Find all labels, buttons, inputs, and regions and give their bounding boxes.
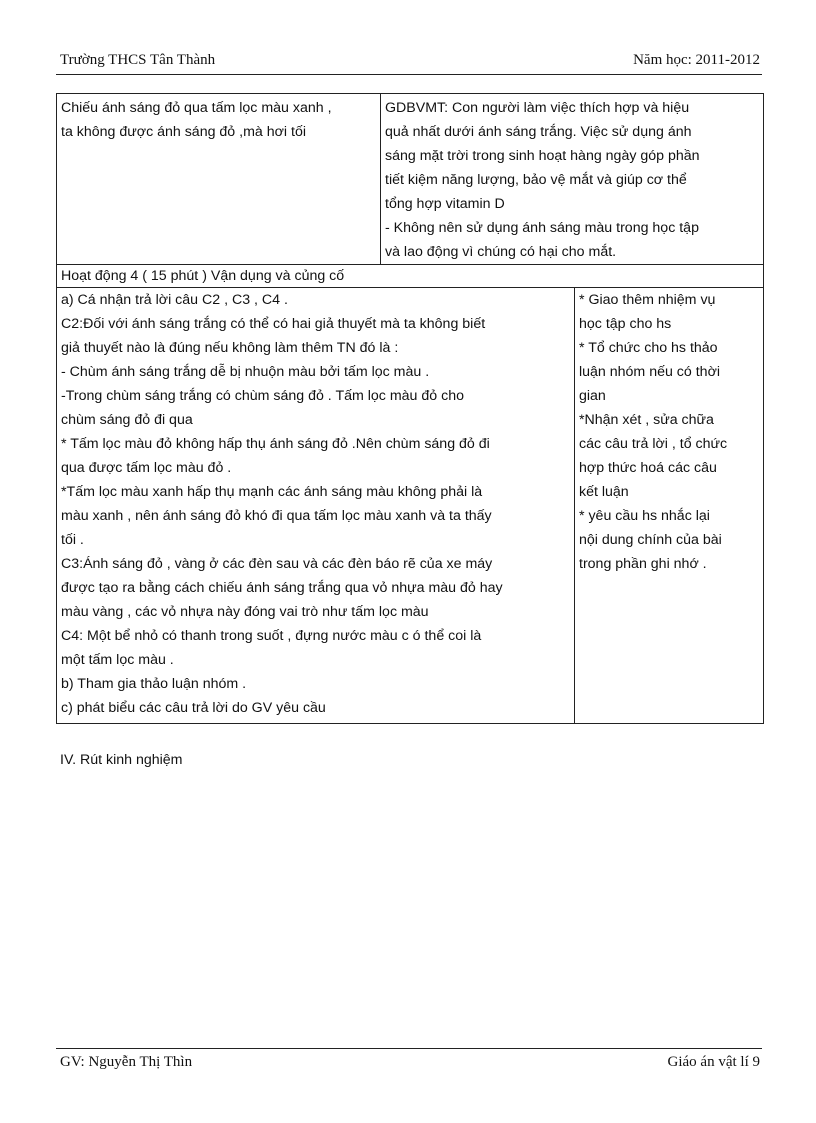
text-line: c) phát biểu các câu trả lời do GV yêu cầu xyxy=(61,700,326,716)
text-line: - Chùm ánh sáng trắng dễ bị nhuộn màu bởi tấm lọc màu . xyxy=(61,364,430,380)
text-line: sáng mặt trời trong sinh hoạt hàng ngày góp phần xyxy=(385,148,700,164)
row3-left-cell xyxy=(56,287,575,724)
text-line: GDBVMT: Con người làm việc thích hợp và hiệu xyxy=(385,100,690,116)
school-name: Trường THCS Tân Thành xyxy=(60,52,216,68)
text-line: học tập cho hs xyxy=(579,316,672,332)
text-line: C2:Đối với ánh sáng trắng có thể có hai giả thuyết mà ta không biết xyxy=(61,316,486,332)
text-line: *Tấm lọc màu xanh hấp thụ mạnh các ánh sáng màu không phải là xyxy=(61,484,483,500)
text-line: tối . xyxy=(61,532,84,548)
text-line: một tấm lọc màu . xyxy=(61,652,174,668)
lesson-table xyxy=(56,93,764,724)
text-line: màu xanh , nên ánh sáng đỏ khó đi qua tấm lọc màu xanh và ta thấy xyxy=(61,508,492,524)
text-line: trong phần ghi nhớ . xyxy=(579,556,707,572)
text-line: ta không được ánh sáng đỏ ,mà hơi tối xyxy=(61,124,307,140)
row1-right-cell xyxy=(380,93,764,265)
text-line: giả thuyết nào là đúng nếu không làm thêm TN đó là : xyxy=(61,340,399,356)
text-line: - Không nên sử dụng ánh sáng màu trong học tập xyxy=(385,220,699,236)
text-line: kết luận xyxy=(579,484,629,500)
text-line: nội dung chính của bài xyxy=(579,532,722,548)
text-line: * yêu cầu hs nhắc lại xyxy=(579,508,710,524)
text-line: tổng hợp vitamin D xyxy=(385,196,505,212)
text-line: a) Cá nhận trả lời câu C2 , C3 , C4 . xyxy=(61,292,288,308)
text-line: *Nhận xét , sửa chữa xyxy=(579,412,714,428)
school-year: Năm học: 2011-2012 xyxy=(633,52,760,68)
text-line: quả nhất dưới ánh sáng trắng. Việc sử dụng ánh xyxy=(385,124,692,140)
text-line: b) Tham gia thảo luận nhóm . xyxy=(61,676,247,692)
activity-title: Hoạt động 4 ( 15 phút ) Vận dụng và củng cố xyxy=(61,268,345,284)
row1-left-cell xyxy=(56,93,381,265)
text-line: màu vàng , các vỏ nhựa này đóng vai trò như tấm lọc màu xyxy=(61,604,429,620)
text-line: Chiếu ánh sáng đỏ qua tấm lọc màu xanh , xyxy=(61,100,332,116)
text-line: hợp thức hoá các câu xyxy=(579,460,717,476)
page-header xyxy=(56,48,762,75)
text-line: và lao động vì chúng có hại cho mắt. xyxy=(385,244,617,260)
teacher-name: GV: Nguyễn Thị Thìn xyxy=(60,1054,193,1070)
text-line: * Tấm lọc màu đỏ không hấp thụ ánh sáng đỏ .Nên chùm sáng đỏ đi xyxy=(61,436,490,452)
text-line: được tạo ra bằng cách chiếu ánh sáng trắng qua vỏ nhựa màu đỏ hay xyxy=(61,580,503,596)
text-line: * Giao thêm nhiệm vụ xyxy=(579,292,716,308)
text-line: các câu trả lời , tổ chức xyxy=(579,436,728,452)
text-line: gian xyxy=(579,388,606,404)
text-line: luận nhóm nếu có thời xyxy=(579,364,721,380)
page-footer xyxy=(56,1048,762,1075)
text-line: -Trong chùm sáng trắng có chùm sáng đỏ . Tấm lọc màu đỏ cho xyxy=(61,388,464,404)
text-line: chùm sáng đỏ đi qua xyxy=(61,412,193,428)
row3-right-cell xyxy=(574,287,764,724)
activity-title-cell xyxy=(56,264,764,288)
text-line: C3:Ánh sáng đỏ , vàng ở các đèn sau và các đèn báo rẽ của xe máy xyxy=(61,556,493,572)
text-line: C4: Một bể nhỏ có thanh trong suốt , đựng nước màu c ó thể coi là xyxy=(61,628,482,644)
section-title: IV. Rút kinh nghiệm xyxy=(60,752,183,768)
text-line: qua được tấm lọc màu đỏ . xyxy=(61,460,232,476)
text-line: * Tổ chức cho hs thảo xyxy=(579,340,718,356)
subject-label: Giáo án vật lí 9 xyxy=(667,1054,760,1070)
text-line: tiết kiệm năng lượng, bảo vệ mắt và giúp cơ thể xyxy=(385,172,687,188)
